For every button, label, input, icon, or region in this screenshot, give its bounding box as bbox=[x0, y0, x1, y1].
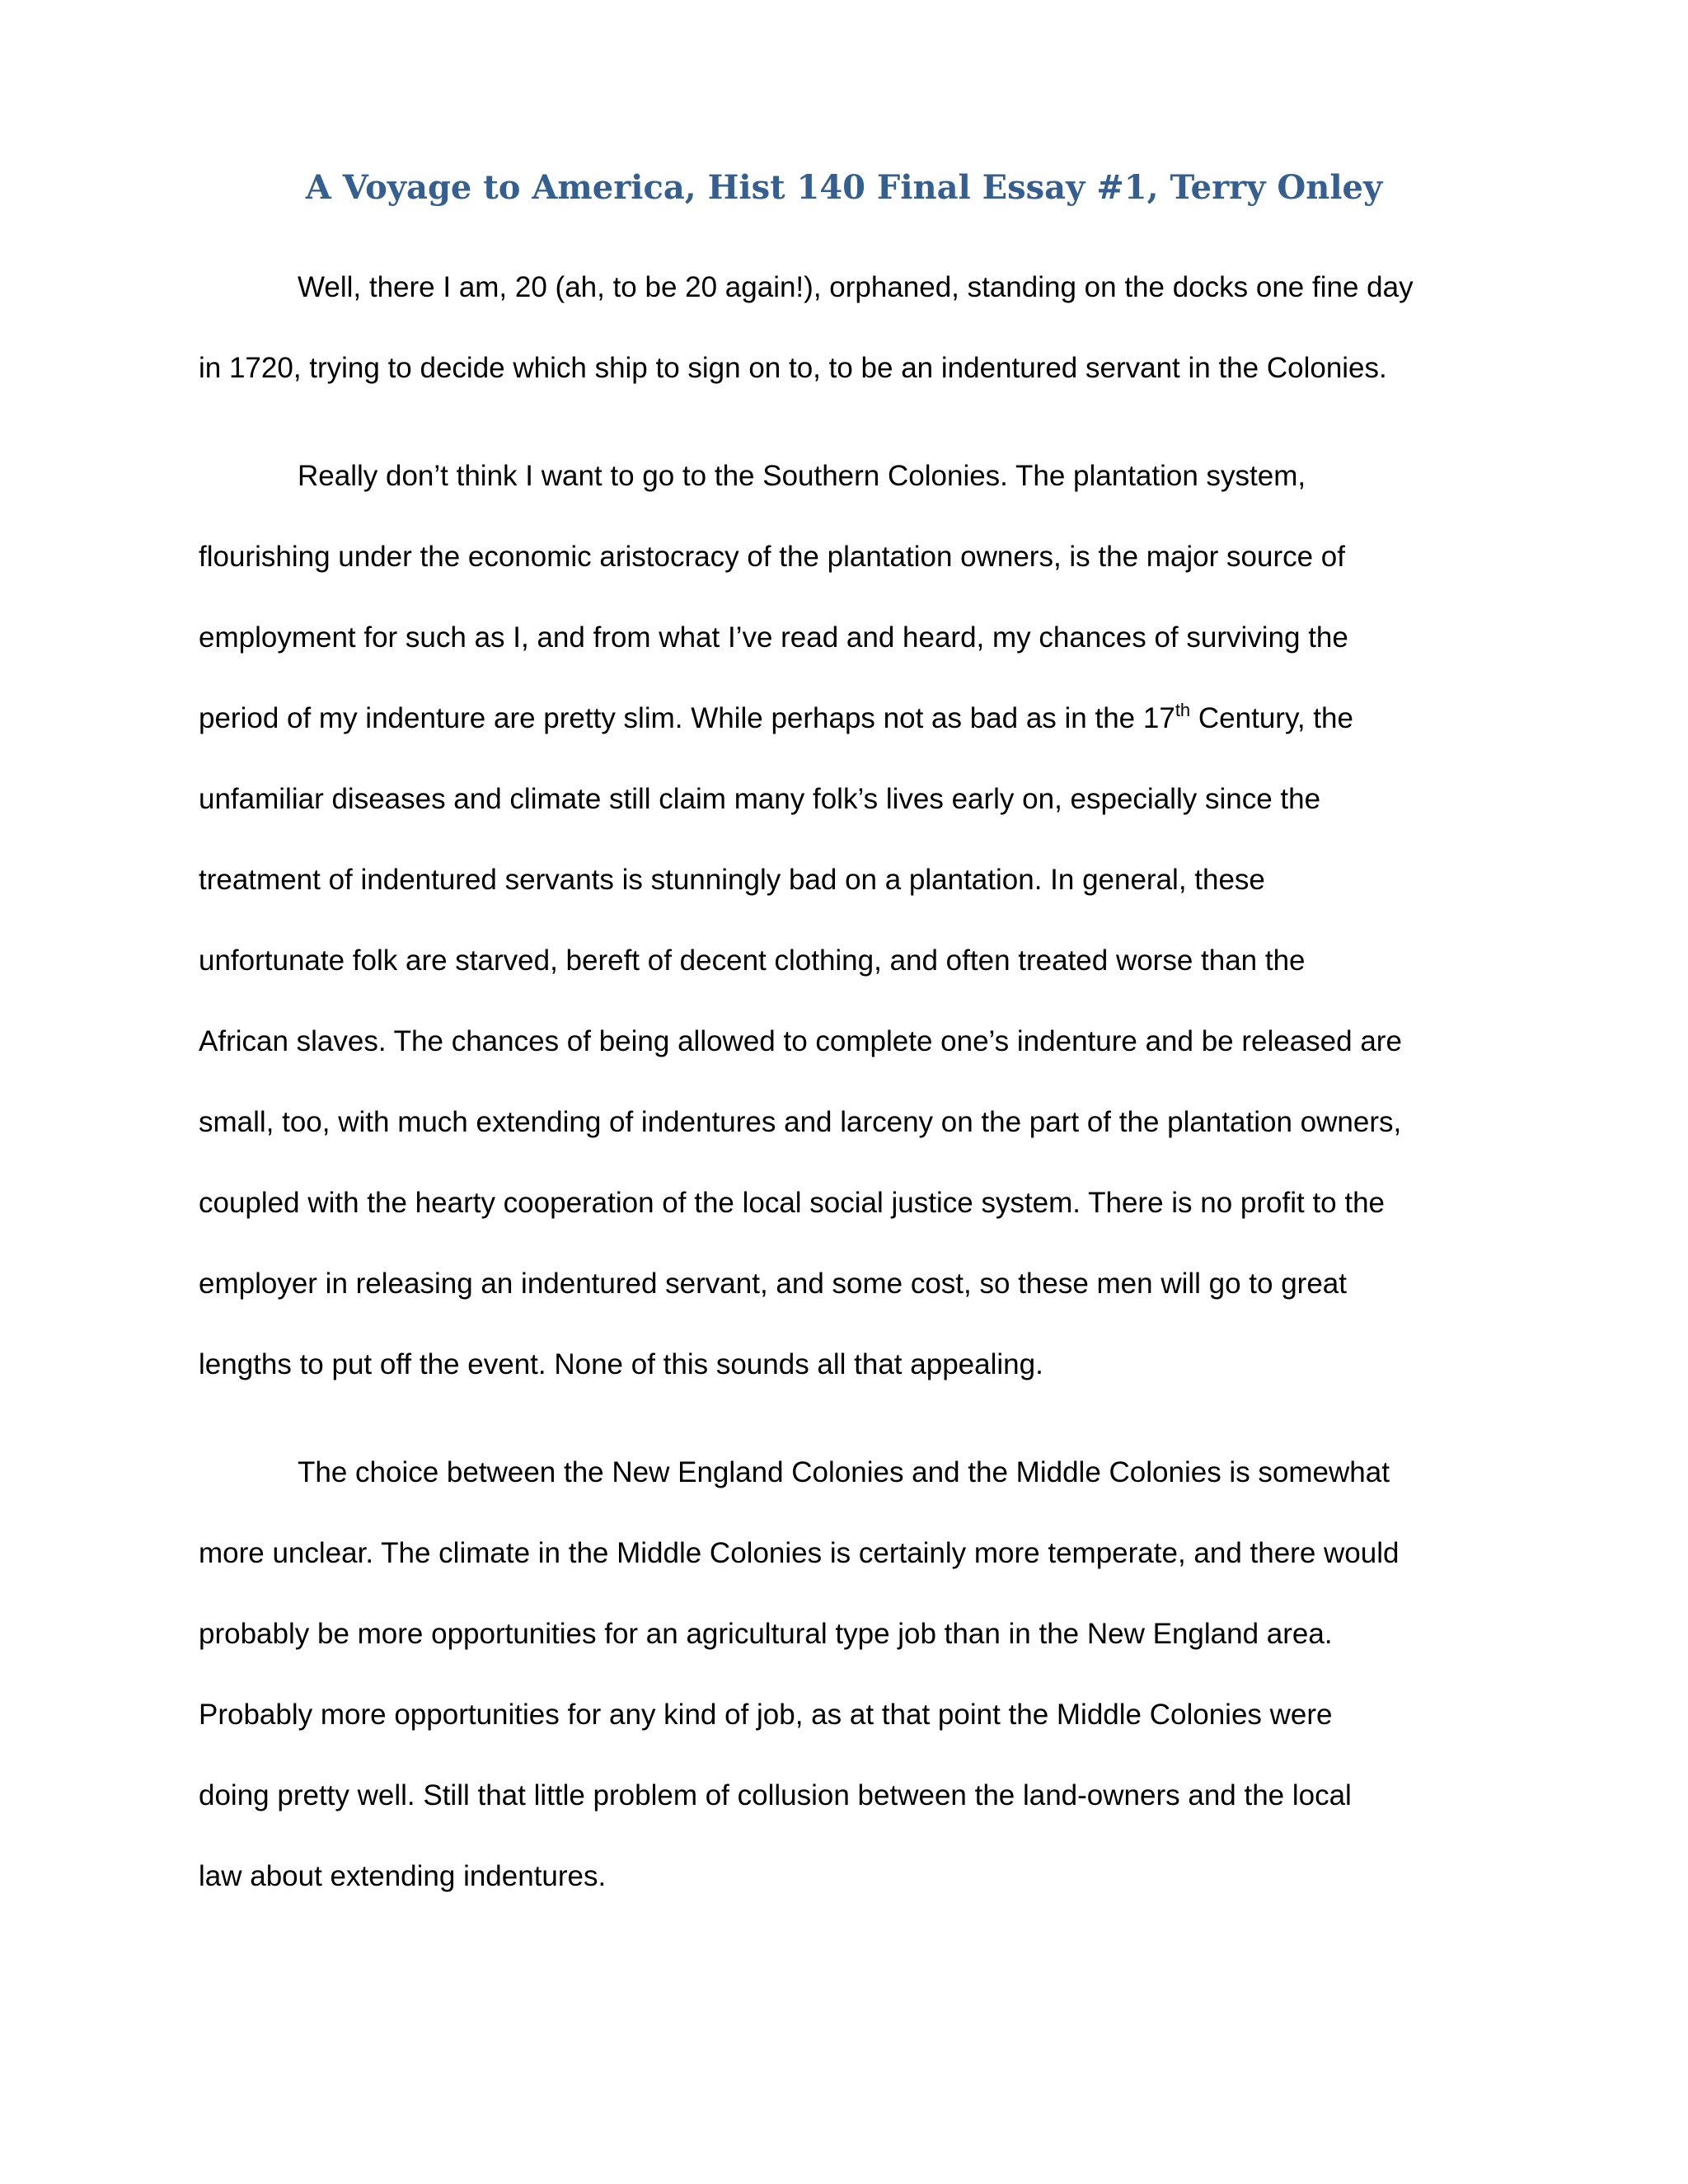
essay-body bbox=[199, 247, 1493, 1944]
text-line: small, too, with much extending of indentures and larceny on the part of the plantation owners, bbox=[199, 1106, 1402, 1138]
text-line: African slaves. The chances of being allowed to complete one’s indenture and be released are bbox=[199, 1025, 1402, 1057]
text-line: employer in releasing an indentured servant, and some cost, so these men will go to great bbox=[199, 1268, 1347, 1300]
text-line: unfamiliar diseases and climate still claim many folk’s lives early on, especially since the bbox=[199, 783, 1321, 815]
text-line-with-superscript bbox=[199, 678, 1493, 759]
text-line: lengths to put off the event. None of this sounds all that appealing. bbox=[199, 1348, 1043, 1380]
text-line: employment for such as I, and from what I’ve read and heard, my chances of surviving the bbox=[199, 621, 1348, 654]
text-line: probably be more opportunities for an agricultural type job than in the New England area. bbox=[199, 1618, 1333, 1650]
text-segment: Century, the bbox=[1190, 702, 1353, 734]
text-line: The choice between the New England Colonies and the Middle Colonies is somewhat bbox=[298, 1456, 1390, 1488]
text-line: treatment of indentured servants is stunningly bad on a plantation. In general, these bbox=[199, 864, 1265, 896]
text-line: more unclear. The climate in the Middle Colonies is certainly more temperate, and there would bbox=[199, 1537, 1400, 1569]
text-line: doing pretty well. Still that little problem of collusion between the land-owners and the local bbox=[199, 1779, 1352, 1811]
text-line: unfortunate folk are starved, bereft of decent clothing, and often treated worse than the bbox=[199, 944, 1306, 977]
paragraph-2 bbox=[199, 436, 1493, 1405]
text-segment: period of my indenture are pretty slim. While perhaps not as bad as in the 17 bbox=[199, 702, 1175, 734]
ordinal-superscript: th bbox=[1175, 700, 1191, 720]
text-line: in 1720, trying to decide which ship to sign on to, to be an indentured servant in the Colonies. bbox=[199, 352, 1387, 384]
text-line: Probably more opportunities for any kind of job, as at that point the Middle Colonies were bbox=[199, 1699, 1333, 1731]
page-title: A Voyage to America, Hist 140 Final Essay #1, Terry Onley bbox=[305, 168, 1383, 207]
text-line: flourishing under the economic aristocracy of the plantation owners, is the major source of bbox=[199, 541, 1345, 573]
paragraph-1 bbox=[199, 247, 1493, 409]
text-line: law about extending indentures. bbox=[199, 1860, 607, 1892]
text-line: coupled with the hearty cooperation of the local social justice system. There is no profit to the bbox=[199, 1187, 1386, 1219]
text-line: Well, there I am, 20 (ah, to be 20 again!), orphaned, standing on the docks one fine day bbox=[298, 271, 1414, 303]
text-line: Really don’t think I want to go to the Southern Colonies. The plantation system, bbox=[298, 460, 1306, 492]
paragraph-3 bbox=[199, 1432, 1493, 1917]
